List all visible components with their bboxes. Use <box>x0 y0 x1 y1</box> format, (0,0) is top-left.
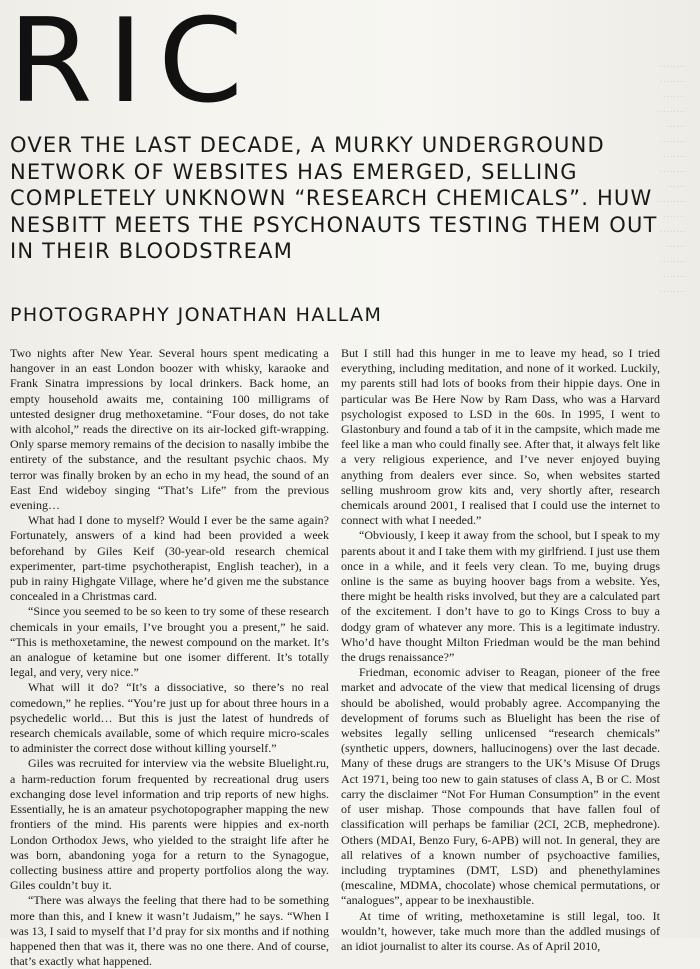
column-left <box>10 346 329 969</box>
paragraph: “There was always the feeling that there had to be something more than this, and I knew it wasn’t Judaism,” he says. “When I was 13, I said to myself that I’d pray for six months and if nothing happened then that was it, there was no one there. And of course, that’s exactly what happened. <box>10 893 329 969</box>
paragraph: Friedman, economic adviser to Reagan, pioneer of the free market and advocate of the view that medical licensing of drugs should be abolished, would probably agree. Accompanying the development of forums such as Bluelight has been the rise of websites legally selling unlicensed “research chemicals” (synthetic uppers, downers, hallucinogens) over the last decade. Many of these drugs are strangers to the UK’s Misuse Of Drugs Act 1971, being too new to gain statuses of class A, B or C. Most carry the disclaimer “Not For Human Consumption” in the event of user mishap. Those compounds that have fallen foul of classification will perhaps be familiar (2CI, 2CB, mephedrone). Others (MDAI, Benzo Fury, 6-APB) will not. In general, they are all relatives of a known number of psychoactive families, including tryptamines (DMT, LSD) and phenethylamines (mescaline, MDMA, chocolate) whose chemical permutations, or “analogues”, appear to be inexhaustible. <box>341 665 660 908</box>
column-right <box>341 346 660 953</box>
paragraph: What had I done to myself? Would I ever be the same again? Fortunately, answers of a kind had been provided a week beforehand by Giles Keif (30-year-old research chemical experimenter, part-time psychotherapist, English teacher), in a pub in rainy Highgate Village, where he’d given me the substance concealed in a Christmas card. <box>10 513 329 604</box>
article-body <box>10 346 660 969</box>
paragraph: At time of writing, methoxetamine is still legal, too. It wouldn’t, however, take much more than the addled musings of an idiot journalist to alter its course. As of April 2010, <box>341 908 660 953</box>
paragraph: Giles was recruited for interview via the website Bluelight.ru, a harm-reduction forum frequented by recreational drug users exchanging dose level information and trip reports of new highs. Essentially, he is an amateur psychotopographer mapping the new frontiers of the mind. His parents were hippies and ex-north London Orthodox Jews, who yielded to the straight life after he was born, abandoning yoga for a return to the Synagogue, collecting business attire and property portfolios along the way. Giles couldn’t buy it. <box>10 756 329 893</box>
paragraph: “Since you seemed to be so keen to try some of these research chemicals in your emails, I’ve brought you a present,” he said. “This is methoxetamine, the newest compound on the market. It’s an analogue of ketamine but one isomer different. It’s totally legal, and very, very nice.” <box>10 604 329 680</box>
headline: RIC <box>8 0 258 129</box>
paragraph: But I still had this hunger in me to leave my head, so I tried everything, including meditation, and none of it worked. Luckily, my parents still had lots of books from their hippie days. One in particular was Be Here Now by Ram Dass, who was a Harvard psychologist exposed to LSD in the 60s. In 1995, I went to Glastonbury and found a tab of it in the campsite, which made me feel like a man who could finally see. After that, it always felt like a very religious experience, and I’ve never enjoyed buying anything from dealers ever since. So, when websites started selling mushroom grow kits and, very shortly after, research chemicals around 2001, I realised that I could use the internet to connect with what I needed.” <box>341 346 660 528</box>
standfirst: OVER THE LAST DECADE, A MURKY UNDERGROUND NETWORK OF WEBSITES HAS EMERGED, SELLING COMPLETELY UNKNOWN “RESEARCH CHEMICALS”. HUW NESBITT MEETS THE PSYCHONAUTS TESTING THEM OUT IN THEIR BLOODSTREAM <box>10 133 658 264</box>
paragraph: Two nights after New Year. Several hours spent medicating a hangover in an east London boozer with whisky, karaoke and Frank Sinatra impressions by local drinkers. Back home, an empty household awaits me, containing 100 milligrams of untested designer drug methoxetamine. “Four doses, do not take with alcohol,” reads the directive on its air-locked gift-wrapping. Only sparse memory remains of the decision to nasally imbibe the entirety of the substance, and the resultant psychic chaos. My terror was finally broken by an echo in my head, the sound of an East End wideboy singing “That’s Life” from the previous evening… <box>10 346 329 513</box>
show-through-text: ········ ········ ······· ········· ······ ········ ······· ········ ······ ········· ······· ········ ······ ········ ······· ········ <box>656 62 686 298</box>
paragraph: “Obviously, I keep it away from the school, but I speak to my parents about it and I take them with my girlfriend. I just use them once in a while, and it feels very clean. To me, buying drugs online is the same as buying hoover bags from a website. Yes, there might be health risks involved, but they are a calculated part of the excitement. I don’t have to go to Kings Cross to buy a dodgy gram of whatever any more. This is a legitimate industry. Who’d have thought Milton Friedman would be the man behind the drugs renaissance?” <box>341 528 660 665</box>
paragraph: What will it do? “It’s a dissociative, so there’s no real comedown,” he replies. “You’re just up for about three hours in a psychedelic world… But this is just the latest of hundreds of research chemicals available, some of which require micro-scales to administer the correct dose without killing yourself.” <box>10 680 329 756</box>
photo-credit: PHOTOGRAPHY JONATHAN HALLAM <box>10 304 383 326</box>
